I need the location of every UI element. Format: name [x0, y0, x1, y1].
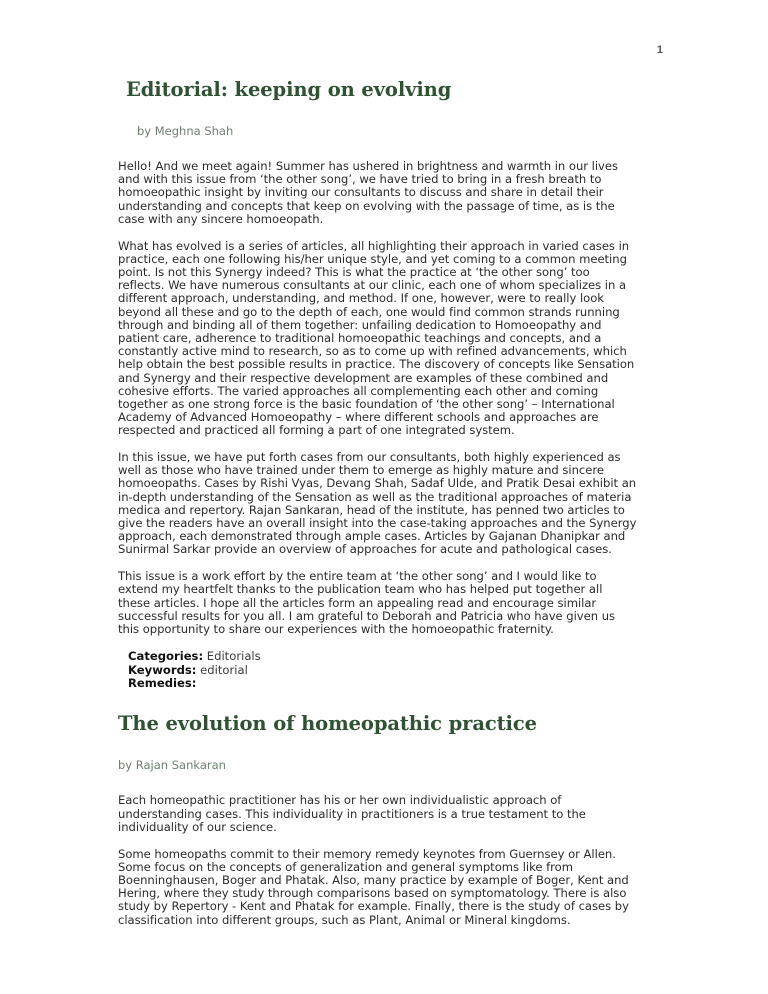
spacer — [118, 557, 638, 571]
categories-value[interactable]: Editorials — [206, 649, 261, 664]
article-byline: by Meghna Shah — [137, 124, 234, 138]
spacer — [118, 102, 638, 124]
spacer — [118, 138, 638, 160]
article-paragraph: Each homeopathic practitioner has his or her own individualistic approach of understanding cases. This individuality in practitioners is a true testament to the individuality of our science. — [118, 793, 586, 834]
page-number: 1 — [656, 44, 663, 56]
page-content — [118, 78, 638, 927]
metadata-remedies — [128, 677, 638, 690]
article-metadata — [128, 650, 638, 690]
spacer — [118, 772, 638, 794]
article-evolution — [118, 712, 638, 926]
article-paragraph: Hello! And we meet again! Summer has ushered in brightness and warmth in our lives and with this issue from ‘the other song’, we have tried to bring in a fresh breath to homoeopathic insight by inviting our consultants to discuss and share in detail their understanding and concepts that keep on evolving with the passage of time, as is the case with any sincere homoeopath. — [118, 159, 619, 226]
keywords-label: Keywords: — [128, 662, 197, 677]
spacer — [118, 736, 638, 758]
article-paragraph: Some homeopaths commit to their memory remedy keynotes from Guernsey or Allen. Some focus on the concepts of generalization and general symptoms like from Boenninghausen, Boger and Phatak. Also, many practice by example of Boger, Kent and Hering, where they study through comparisons based on symptomatology. There is also study by Repertory - Kent and Phatak for example. Finally, there is the study of cases by classification into different groups, such as Plant, Animal or Mineral kingdoms. — [118, 846, 629, 927]
article-paragraph: What has evolved is a series of articles, all highlighting their approach in varied cases in practice, each one following his/her unique style, and yet coming to a common meeting point. Is not this Synergy indeed? This is what the practice at ‘the other song’ too reflects. We have numerous consultants at our clinic, each one of whom specializes in a different approach, understanding, and method. If one, however, were to really look beyond all these and go to the depth of each, one would find common strands running through and binding all of them together: unfailing dedication to Homoeopathy and patient care, adherence to traditional homoeopathic teachings and concepts, and a constantly active mind to research, so as to come up with refined advancements, which help obtain the best possible results in practice. The discovery of concepts like Sensation and Synergy and their respective development are examples of these combined and cohesive efforts. The varied approaches all complementing each other and coming together as one strong force is the basic foundation of ‘the other song’ – International Academy of Advanced Homoeopathy – where different schools and approaches are respected and practiced all forming a part of one integrated system. — [118, 238, 635, 438]
categories-label: Categories: — [128, 649, 204, 664]
article-paragraph: In this issue, we have put forth cases from our consultants, both highly experienced as well as those who have trained under them to emerge as highly mature and sincere homoeopaths. Cases by Rishi Vyas, Devang Shah, Sadaf Ulde, and Pratik Desai exhibit an in-depth understanding of the Sensation as well as the traditional approaches of materia medica and repertory. Rajan Sankaran, head of the institute, has penned two articles to give the readers have an overall insight into the case-taking approaches and the Synergy approach, each demonstrated through ample cases. Articles by Gajanan Dhanipkar and Sunirmal Sarkar provide an overview of approaches for acute and pathological cases. — [118, 450, 637, 557]
spacer — [118, 438, 638, 452]
keywords-value[interactable]: editorial — [200, 662, 248, 677]
article-editorial — [118, 78, 638, 690]
metadata-keywords — [128, 664, 638, 677]
spacer — [118, 834, 638, 848]
spacer — [118, 636, 638, 650]
spacer — [118, 226, 638, 240]
article-byline: by Rajan Sankaran — [118, 758, 226, 773]
spacer — [118, 690, 638, 712]
article-title: Editorial: keeping on evolving — [126, 78, 452, 101]
article-title: The evolution of homeopathic practice — [118, 712, 537, 736]
remedies-label: Remedies: — [128, 676, 197, 691]
metadata-categories — [128, 650, 638, 663]
article-paragraph: This issue is a work effort by the entire team at ‘the other song’ and I would like to extend my heartfelt thanks to the publication team who has helped put together all these articles. I hope all the articles form an appealing read and encourage similar successful results for you all. I am grateful to Deborah and Patricia who have given us this opportunity to share our experiences with the homoeopathic fraternity. — [118, 569, 616, 636]
